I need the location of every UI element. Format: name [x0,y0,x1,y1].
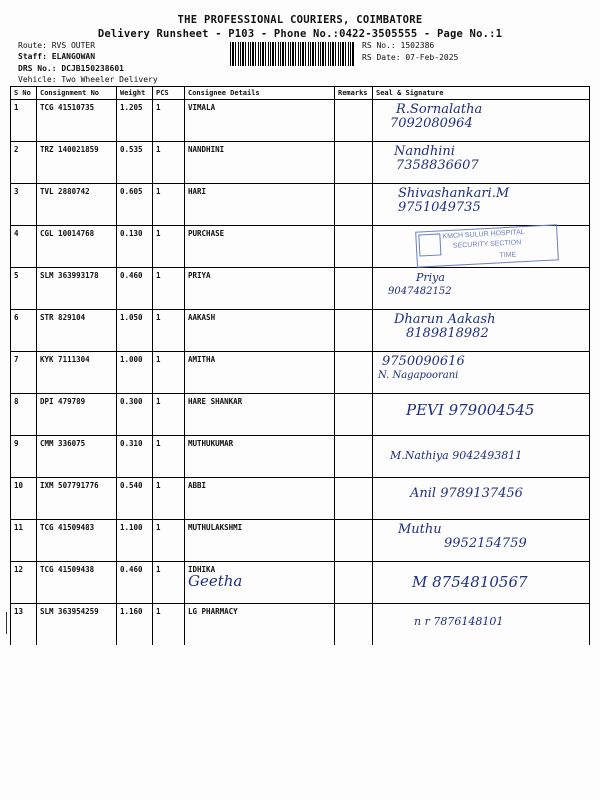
column-header: Weight [117,87,153,100]
signature-cell [373,562,590,604]
signature-cell [373,520,590,562]
rs-date: RS Date: 07-Feb-2025 [362,53,459,62]
signature-name: PEVI 979004545 [406,401,535,419]
document-subtitle: Delivery Runsheet - P103 - Phone No.:0422-3505555 - Page No.:1 [97,28,503,40]
table-row [11,520,590,562]
document-title: THE PROFESSIONAL COURIERS, COIMBATORE [177,14,423,26]
signature-phone: 9952154759 [444,536,527,551]
consignment-number: SLM 363954259 [37,604,117,646]
serial-number: 10 [11,478,37,520]
signature-cell [373,100,590,142]
pieces: 1 [153,604,185,646]
hospital-security-stamp [415,224,559,267]
signature-phone: 7358836607 [396,158,479,173]
table-row [11,436,590,478]
signature-name: R.Sornalatha [396,102,483,117]
table-row [11,268,590,310]
signature-cell [373,604,590,646]
weight: 1.050 [117,310,153,352]
remarks-cell [335,310,373,352]
signature-name: Shivashankari.M [398,186,510,201]
consignment-number: TCG 41509438 [37,562,117,604]
consignment-number: IXM 507791776 [37,478,117,520]
consignment-number: TVL 2880742 [37,184,117,226]
signature-cell [373,394,590,436]
consignee-name: MUTHUKUMAR [185,436,335,478]
staff-label: Staff: ELANGOWAN [18,52,96,61]
column-header: S No [11,87,37,100]
consignee-name: VIMALA [185,100,335,142]
signature-phone: 9047482152 [388,286,452,297]
signature-phone: 9750090616 [382,354,465,369]
column-header: Seal & Signature [373,87,590,100]
serial-number: 9 [11,436,37,478]
serial-number: 12 [11,562,37,604]
signature-phone: 9751049735 [398,200,481,215]
stamp-line-2: SECURITY SECTION [452,239,522,250]
route-label: Route: RVS OUTER [18,41,96,50]
stamp-logo-box [418,233,441,256]
remarks-cell [335,268,373,310]
pieces: 1 [153,394,185,436]
signature-cell [373,436,590,478]
pieces: 1 [153,268,185,310]
pieces: 1 [153,100,185,142]
remarks-cell [335,100,373,142]
pieces: 1 [153,478,185,520]
table-row [11,394,590,436]
weight: 0.310 [117,436,153,478]
stamp-line-1: KMCH SULUR HOSPITAL [442,229,525,241]
signature-name: Anil 9789137456 [410,486,523,501]
column-header: Consignment No [37,87,117,100]
consignee-name: HARI [185,184,335,226]
table-row [11,562,590,604]
consignment-number: TCG 41510735 [37,100,117,142]
table-row [11,100,590,142]
column-header: PCS [153,87,185,100]
consignment-number: TCG 41509483 [37,520,117,562]
consignee-name: PURCHASE [185,226,335,268]
weight: 1.100 [117,520,153,562]
serial-number: 13 [11,604,37,646]
serial-number: 6 [11,310,37,352]
table-row [11,142,590,184]
signature-name: Dharun Aakash [394,312,496,327]
delivery-table [10,86,590,645]
serial-number: 2 [11,142,37,184]
serial-number: 8 [11,394,37,436]
signature-name: N. Nagapoorani [378,370,459,381]
consignee-name: NANDHINI [185,142,335,184]
signature-name: Nandhini [394,144,455,159]
remarks-cell [335,436,373,478]
table-header-row [11,87,590,100]
signature-phone: 8189818982 [406,326,489,341]
remarks-cell [335,604,373,646]
signature-name: M 8754810567 [412,573,528,591]
remarks-cell [335,394,373,436]
weight: 0.540 [117,478,153,520]
consignee-name: ABBI [185,478,335,520]
serial-number: 5 [11,268,37,310]
serial-number: 1 [11,100,37,142]
pieces: 1 [153,520,185,562]
signature-cell [373,184,590,226]
rs-number: RS No.: 1502386 [362,41,435,50]
signature-phone: 7092080964 [390,116,473,131]
column-header: Remarks [335,87,373,100]
consignee-name: HARE SHANKAR [185,394,335,436]
margin-mark [6,612,7,634]
signature-cell [373,268,590,310]
table-row [11,352,590,394]
consignment-number: CMM 336075 [37,436,117,478]
pieces: 1 [153,142,185,184]
remarks-cell [335,478,373,520]
signature-cell [373,478,590,520]
consignment-number: DPI 479789 [37,394,117,436]
stamp-line-3: TIME [499,251,517,260]
serial-number: 3 [11,184,37,226]
serial-number: 11 [11,520,37,562]
consignment-number: STR 829104 [37,310,117,352]
pieces: 1 [153,310,185,352]
table-row [11,604,590,646]
consignee-name: LG PHARMACY [185,604,335,646]
table-row [11,478,590,520]
remarks-cell [335,352,373,394]
consignment-number: TRZ 140021859 [37,142,117,184]
table-row [11,310,590,352]
signature-name: Muthu [398,522,442,537]
pieces: 1 [153,352,185,394]
remarks-cell [335,142,373,184]
barcode [230,42,354,66]
drs-label: DRS No.: DCJB150238601 [18,64,124,73]
signature-cell [373,142,590,184]
consignment-number: CGL 10014768 [37,226,117,268]
consignee-name: AAKASH [185,310,335,352]
pieces: 1 [153,226,185,268]
signature-name: M.Nathiya 9042493811 [390,449,523,462]
signature-cell [373,352,590,394]
consignment-number: KYK 7111304 [37,352,117,394]
consignee-name: PRIYA [185,268,335,310]
signature-name: n r 7876148101 [414,615,504,628]
weight: 1.205 [117,100,153,142]
remarks-cell [335,562,373,604]
weight: 0.460 [117,562,153,604]
weight: 0.460 [117,268,153,310]
consignee-name-text: IDHIKA [188,565,216,574]
weight: 0.605 [117,184,153,226]
table-row [11,184,590,226]
weight: 1.000 [117,352,153,394]
signature-cell [373,310,590,352]
pieces: 1 [153,184,185,226]
consignment-number: SLM 363993178 [37,268,117,310]
weight: 0.130 [117,226,153,268]
column-header: Consignee Details [185,87,335,100]
consignee-name [185,562,335,604]
signature-name: Priya [416,271,445,284]
pieces: 1 [153,562,185,604]
serial-number: 7 [11,352,37,394]
pieces: 1 [153,436,185,478]
consignee-name: MUTHULAKSHMI [185,520,335,562]
weight: 1.160 [117,604,153,646]
remarks-cell [335,184,373,226]
weight: 0.535 [117,142,153,184]
vehicle-label: Vehicle: Two Wheeler Delivery [18,75,158,84]
remarks-cell [335,226,373,268]
consignee-signature: Geetha [188,572,243,590]
serial-number: 4 [11,226,37,268]
remarks-cell [335,520,373,562]
consignee-name: AMITHA [185,352,335,394]
weight: 0.300 [117,394,153,436]
